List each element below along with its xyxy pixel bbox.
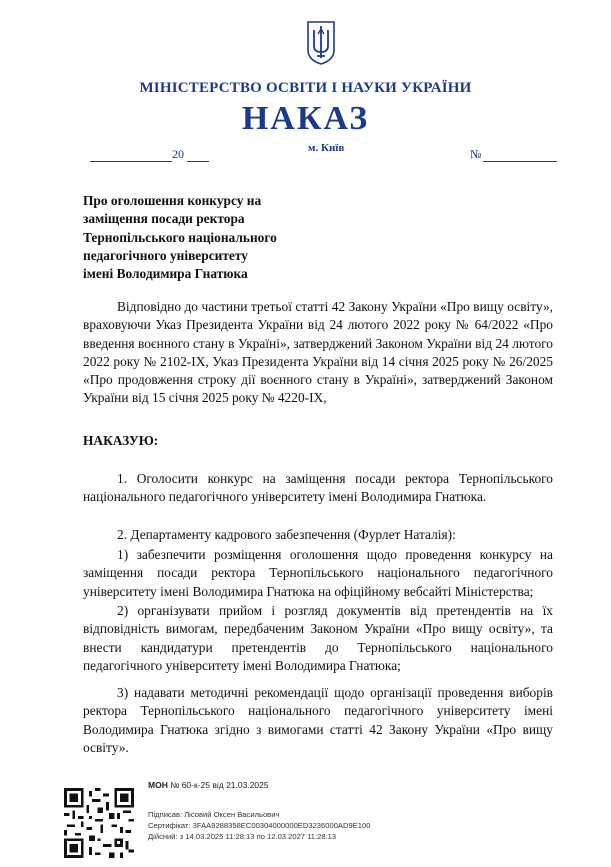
moh-reg-number: № 60-к-25 від 21.03.2025 (170, 780, 269, 790)
moh-label: МОН (148, 780, 168, 790)
order-subject (83, 192, 383, 283)
ukraine-trident-icon (306, 20, 336, 66)
signature-details (148, 809, 370, 843)
date-field (90, 147, 209, 162)
qr-code-icon (64, 788, 134, 858)
item-1: 1. Оголосити конкурс на заміщення посади ректора Тернопільського національного педагогічного університету імені Володимира Гнатюка. (83, 471, 553, 505)
item-2-2: 2) організувати прийом і розгляд документів від претендентів на їх відповідність вимогам, передбаченим Законом України «Про вищу освіту», та внести кандидатури претендентів до Тернопільського національного педагогічного університету імені Володимира Гнатюка; (83, 603, 553, 673)
number-sign: № (470, 147, 482, 161)
subject-line: заміщення посади ректора (83, 211, 245, 227)
certificate: Сертифікат: 3FAA9288358EC00304000000ED3236000AD9E100 (148, 821, 371, 831)
subject-line: педагогічного університету (83, 247, 248, 263)
signed-by: Підписав: Лісовий Оксен Васильович (148, 810, 280, 819)
city-label: м. Київ (308, 142, 345, 154)
subject-line: Про оголошення конкурсу на (83, 193, 262, 208)
item-2-1: 1) забезпечити розміщення оголошення щодо проведення конкурсу на заміщення посади ректора Тернопільського національного педагогічного університету імені Володимира Гнатюка на офіційному вебсайті Міністерства; (83, 547, 553, 599)
validity: Дійсний: з 14.03.2025 11:28:13 по 12.03.2027 11:28:13 (148, 832, 337, 842)
ministry-name: МІНІСТЕРСТВО ОСВІТИ І НАУКИ УКРАЇНИ (139, 80, 472, 96)
date-year: 20 (172, 147, 184, 161)
order-word: НАКАЗУЮ: (83, 433, 159, 448)
subject-line: Тернопільського національного (83, 229, 277, 245)
order-number-field (470, 147, 557, 162)
item-2: 2. Департаменту кадрового забезпечення (Фурлет Наталія): (117, 527, 456, 542)
signature-footer (0, 776, 611, 867)
moh-registration (148, 780, 269, 790)
subject-line: імені Володимира Гнатюка (83, 266, 248, 282)
preamble-paragraph: Відповідно до частини третьої статті 42 Закону України «Про вищу освіту», враховуючи Указ Президента України від 24 лютого 2022 року № 64/2022 «Про введення воєнного стану в Україні», затверджений Законом України від 24 лютого 2022 року № 2102-IX, Указ Президента України від 14 січня 2025 року № 26/2025 «Про продовження строку дії воєнного стану в Україні», затверджений Законом України від 15 січня 2025 року № 4220-IX, (83, 299, 553, 406)
order-title: НАКАЗ (241, 100, 370, 137)
item-2-3: 3) надавати методичні рекомендації щодо організації проведення виборів ректора Тернопільського національного педагогічного університету імені Володимира Гнатюка згідно з вимогами статті 42 Закону України «Про вищу освіту». (83, 685, 553, 755)
